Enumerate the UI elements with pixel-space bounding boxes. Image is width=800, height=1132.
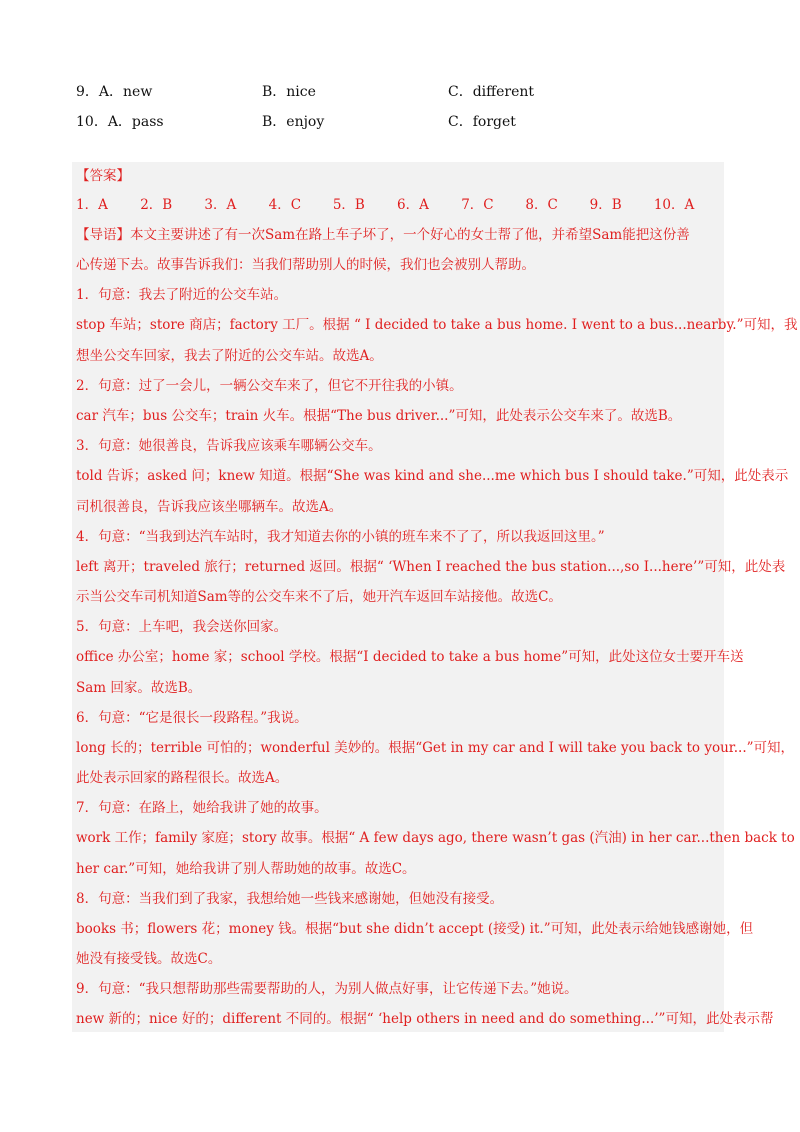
explanation-line: long 长的；terrible 可怕的；wonderful 美妙的。根据“Get in my car and I will take you back to your...”可知， [76,740,795,756]
option-b: B．nice [262,84,316,100]
answer-item: 1．A [76,197,108,213]
answer-item: 8．C [525,197,558,213]
explanation-line: 心传递下去。故事告诉我们：当我们帮助别人的时候，我们也会被别人帮助。 [76,257,535,273]
answer-item: 9．B [589,197,622,213]
answer-item: 6．A [397,197,429,213]
answer-item: 2．B [140,197,173,213]
option-c: C．forget [448,114,516,130]
explanation-line: 司机很善良，告诉我应该坐哪辆车。故选A。 [76,499,343,515]
explanation-line: 【导语】本文主要讲述了有一次Sam在路上车子坏了，一个好心的女士帮了他，并希望Sam能把这份善 [76,227,690,243]
explanation-line: told 告诉；asked 问；knew 知道。根据“She was kind and she...me which bus I should take.”可知，此处表示 [76,468,789,484]
answer-item: 4．C [268,197,302,213]
option-c: C．different [448,84,535,100]
explanation-line: 示当公交车司机知道Sam等的公交车来不了后，她开汽车返回车站接他。故选C。 [76,589,562,605]
explanation-line: 想坐公交车回家，我去了附近的公交车站。故选A。 [76,348,383,364]
answer-item: 10．A [653,197,695,213]
answer-item: 3．A [204,197,237,213]
explanation-line: stop 车站；store 商店；factory 工厂。根据 “ I decided to take a bus home. I went to a bus...nearby.”可知，我 [76,317,798,333]
explanation-line: 2．句意：过了一会儿，一辆公交车来了，但它不开往我的小镇。 [76,378,463,394]
answer-list [76,193,718,217]
explanation-line: her car.”可知，她给我讲了别人帮助她的故事。故选C。 [76,861,416,877]
explanation-line: new 新的；nice 好的；different 不同的。根据“ ‘help others in need and do something...’”可知，此处表示帮 [76,1011,774,1027]
explanation-line: 8．句意：当我们到了我家，我想给她一些钱来感谢她，但她没有接受。 [76,891,504,907]
explanation-line: Sam 回家。故选B。 [76,680,202,696]
answer-heading: 【答案】 [76,168,130,184]
option-a: 9．A．new [76,84,153,100]
explanation-line: 9．句意：“我只想帮助那些需要帮助的人，为别人做点好事，让它传递下去。”她说。 [76,981,578,997]
option-row-10 [76,106,726,136]
explanation-line: 1．句意：我去了附近的公交车站。 [76,287,288,303]
explanation-line: office 办公室；home 家；school 学校。根据“I decided to take a bus home”可知，此处这位女士要开车送 [76,649,744,665]
answer-section [72,162,798,1032]
option-b: B．enjoy [262,114,325,130]
options-block [76,76,726,136]
explanation-line: car 汽车；bus 公交车；train 火车。根据“The bus driver...”可知，此处表示公交车来了。故选B。 [76,408,682,424]
answer-item: 5．B [332,197,365,213]
explanation-line: 5．句意：上车吧，我会送你回家。 [76,619,288,635]
option-row-9 [76,76,726,106]
explanation-line: 4．句意：“当我到达汽车站时，我才知道去你的小镇的班车来不了了，所以我返回这里。” [76,529,605,545]
explanation-line: 3．句意：她很善良，告诉我应该乘车哪辆公交车。 [76,438,382,454]
option-a: 10．A．pass [76,114,164,130]
answer-item: 7．C [461,197,494,213]
explanation-line: 她没有接受钱。故选C。 [76,951,222,967]
explanation-line: books 书；flowers 花；money 钱。根据“but she didn’t accept (接受) it.”可知，此处表示给她钱感谢她，但 [76,921,754,937]
explanation-line: 此处表示回家的路程很长。故选A。 [76,770,289,786]
explanation-line: work 工作；family 家庭；story 故事。根据“ A few days ago, there wasn’t gas (汽油) in her car...then back to [76,830,795,846]
explanation-line: left 离开；traveled 旅行；returned 返回。根据“ ‘When I reached the bus station...,so I...here’”可知，此处表 [76,559,786,575]
explanation-line: 7．句意：在路上，她给我讲了她的故事。 [76,800,328,816]
explanation-line: 6．句意：“它是很长一段路程。”我说。 [76,710,308,726]
